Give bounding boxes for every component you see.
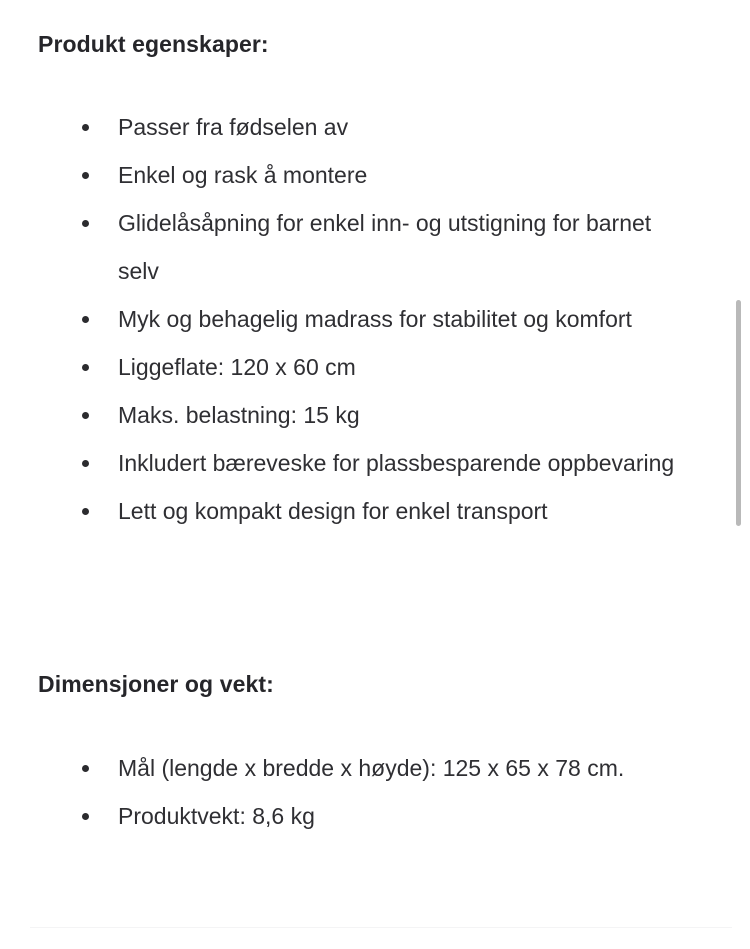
dimensions-list-block [0,744,712,840]
list-item: Maks. belastning: 15 kg [0,391,712,439]
list-item: Produktvekt: 8,6 kg [0,792,712,840]
list-item: Lett og kompakt design for enkel transport [0,487,712,535]
list-item: Mål (lengde x bredde x høyde): 125 x 65 x 78 cm. [0,744,712,792]
list-item: Passer fra fødselen av [0,103,712,151]
list-item: Glidelåsåpning for enkel inn- og utstigning for barnet selv [0,199,712,295]
bottom-divider [30,927,732,928]
features-list-block [0,103,712,535]
section-heading-product-features: Produkt egenskaper: [38,31,269,57]
section-block-product-features [0,30,712,59]
list-item: Inkludert bæreveske for plassbesparende oppbevaring [0,439,712,487]
vertical-scrollbar[interactable] [739,0,746,949]
scrollbar-thumb[interactable] [736,300,741,526]
product-features-list [0,103,712,535]
section-heading-dimensions-weight: Dimensjoner og vekt: [38,671,274,697]
list-item: Enkel og rask å montere [0,151,712,199]
section-block-dimensions [0,670,712,699]
dimensions-weight-list [0,744,712,840]
list-item: Myk og behagelig madrass for stabilitet og komfort [0,295,712,343]
list-item: Liggeflate: 120 x 60 cm [0,343,712,391]
